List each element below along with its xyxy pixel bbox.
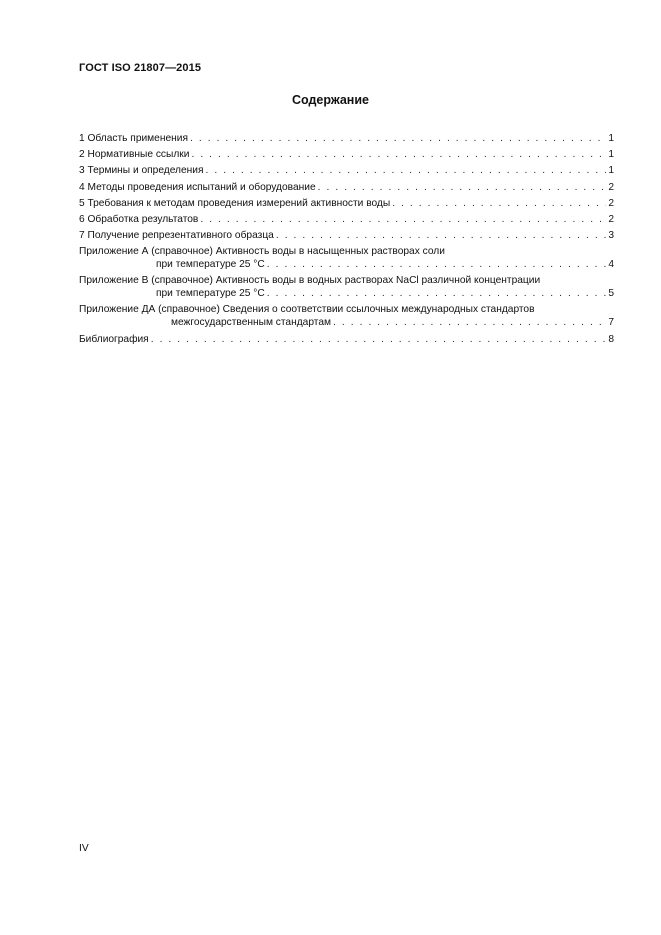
toc-entry-bibliography <box>79 332 614 348</box>
table-of-contents <box>79 131 614 349</box>
toc-entry-1 <box>79 131 614 147</box>
toc-page-number: 1 <box>608 149 614 161</box>
toc-entry-2 <box>79 147 614 163</box>
toc-page-number: 3 <box>608 230 614 242</box>
toc-dot-leader <box>267 258 607 271</box>
toc-entry-text: межгосударственным стандартам <box>171 317 331 329</box>
toc-dot-leader <box>392 196 606 212</box>
toc-annex-title: Приложение ДА (справочное) Сведения о соответствии ссылочных международных стандартов <box>79 304 535 316</box>
toc-annex-title: Приложение А (справочное) Активность воды в насыщенных растворах соли <box>79 246 445 258</box>
toc-page-number: 2 <box>608 214 614 226</box>
toc-entry-text: при температуре 25 °С <box>156 288 265 300</box>
toc-entry-4 <box>79 180 614 196</box>
toc-entry-text: 1 Область применения <box>79 133 188 144</box>
toc-annex-continuation <box>79 258 614 271</box>
toc-dot-leader <box>190 131 606 147</box>
toc-page-number: 4 <box>608 259 614 271</box>
toc-annex-da <box>79 303 614 329</box>
toc-entry-text: Библиография <box>79 334 149 346</box>
toc-annex-title: Приложение В (справочное) Активность воды в водных растворах NaCl различной концентрации <box>79 275 541 287</box>
toc-dot-leader <box>276 228 607 244</box>
document-header: ГОСТ ISO 21807—2015 <box>79 62 202 74</box>
toc-entry-text: 5 Требования к методам проведения измерений активности воды <box>79 197 391 209</box>
page-number-footer: IV <box>79 843 89 854</box>
toc-entry-text: при температуре 25 °С <box>156 259 265 271</box>
toc-page-number: 2 <box>608 197 614 209</box>
toc-page-number: 2 <box>608 181 614 193</box>
toc-dot-leader <box>205 163 606 179</box>
toc-entry-6 <box>79 212 614 228</box>
toc-entry-text: 7 Получение репрезентативного образца <box>79 230 274 242</box>
page-title: Содержание <box>291 93 369 107</box>
toc-entry-text: 2 Нормативные ссылки <box>79 149 190 161</box>
toc-entry-text: 6 Обработка результатов <box>79 214 199 226</box>
toc-page-number: 5 <box>608 288 614 300</box>
toc-dot-leader <box>333 316 606 329</box>
toc-annex-a <box>79 245 614 271</box>
toc-page-number: 1 <box>608 165 614 177</box>
toc-page-number: 1 <box>608 133 614 144</box>
toc-annex-b <box>79 274 614 300</box>
toc-entry-7 <box>79 228 614 244</box>
toc-page-number: 7 <box>608 317 614 329</box>
toc-entry-text: 4 Методы проведения испытаний и оборудование <box>79 181 316 193</box>
toc-dot-leader <box>318 180 607 196</box>
toc-entry-text: 3 Термины и определения <box>79 165 204 177</box>
toc-dot-leader <box>151 332 607 348</box>
toc-entry-5 <box>79 196 614 212</box>
toc-dot-leader <box>191 147 606 163</box>
toc-annex-continuation <box>79 316 614 329</box>
toc-dot-leader <box>267 287 607 300</box>
toc-dot-leader <box>200 212 606 228</box>
toc-page-number: 8 <box>608 334 614 346</box>
toc-annex-continuation <box>79 287 614 300</box>
toc-entry-3 <box>79 163 614 179</box>
